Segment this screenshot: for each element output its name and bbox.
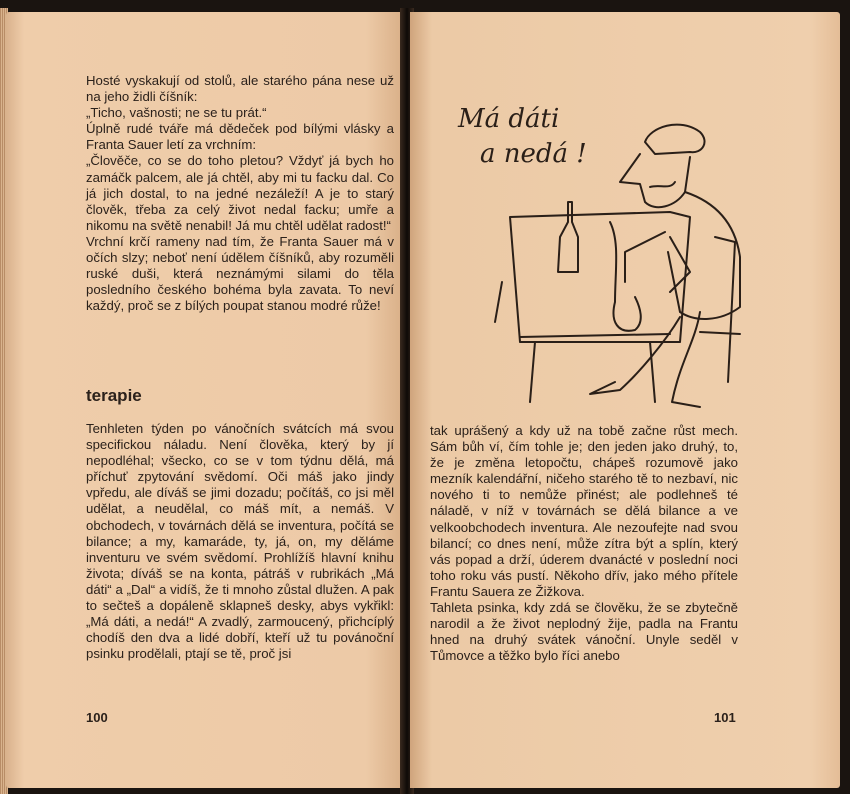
table-leg (530, 342, 535, 402)
bottle (558, 202, 578, 272)
table-leg (650, 342, 655, 402)
illustration-caption: a nedá ! (480, 139, 587, 169)
paragraph: Úplně rudé tváře má dědeček pod bílými vlásky a Franta Sauer letí za vrchním: (86, 121, 394, 153)
paragraph: Hosté vyskakují od stolů, ale starého pána nese už na jeho židli číšník: (86, 73, 394, 105)
paragraph: Vrchní krčí rameny nad tím, že Franta Sauer má v očích slzy; neboť není údělem číšníků, aby rozuměli ruské duši, která neznámými silami do těla posledního českého bohéma byla zavata. To neví každý, proč se z bílých poupat stanou modré růže! (86, 233, 394, 314)
table-leg (495, 282, 502, 322)
paragraph: Tahleta psinka, kdy zdá se člověku, že se zbytečně narodil a že život neplodný žije, padla na Frantu hned na druhý svátek vánoční. Unyle seděl v Tůmovce a těžko bylo říci anebo (430, 600, 738, 664)
paragraph: Tenhleten týden po vánočních svátcích má svou specifickou náladu. Není člověka, který by jí nepodléhal; všecko, co se v tom týdnu dělá, má příchuť zpytování svědomí. Oči máš jako jindy vpředu, ale díváš se jimi dozadu; počítáš, co jsi měl udělat, a neudělal, co máš mít, a nemáš. V obchodech, v továrnách dělá se inventura, počítá se bilance; a my, kamaráde, ty, já, on, my děláme inventuru ve svém svědomí. Prohlížíš hlavní knihu života; díváš se na konta, pátráš v rubrikách „Má dáti“ a „Dal“ a vidíš, že ti mnoho zůstal dlužen. A pak to sečteš a dopáleně sklapneš desky, abys vykřikl: „Má dáti, a nedá!“ A zvadlý, zarmoucený, přichcíplý chodíš den dva a lidé dobří, kteří už tu povánoční psinku prodělali, ptají se tě, proč jsi (86, 421, 394, 662)
paragraph: „Ticho, vašnosti; ne se tu prát.“ (86, 105, 267, 121)
sketch-illustration (440, 72, 760, 412)
page-number: 100 (86, 710, 108, 725)
open-book (0, 8, 850, 794)
right-text-block (430, 423, 738, 664)
right-page (410, 12, 840, 788)
paragraph: „Člověče, co se do toho pletou? Vždyť já bych ho zamáčk palcem, ale já chtěl, aby mi tu facku dal. Co já jich dostal, to na jedné nezáleží! A je to starý člověk, třeba za celý život nedal facku; umře a nikomu na světě nenabil! Já mu chtěl udělat radost!“ (86, 153, 394, 233)
page-number: 101 (714, 710, 736, 725)
paragraph: tak uprášený a kdy už na tobě začne růst mech. Sám bůh ví, čím tohle je; den jeden jako druhý, to, že je změna letopočtu, chápeš rozumově jako mezník kalendářní, ničeho starého tě to nezbaví, nic nového ti to nemůže přinést; ale podlehneš té náladě, v níž v továrnách se dělá bilance a ve velkoobchodech inventura. Ale nezoufejte nad svou bilancí; co dnes není, může zítra být a splín, který vás popad a drží, úderem dvanácté v poslední noci toho roku vás pustí. Někoho dřív, jako mého přítele Frantu Sauera ze Žižkova. (430, 423, 738, 599)
left-text-block-2 (86, 421, 394, 662)
section-heading: terapie (86, 386, 142, 405)
left-text-block (86, 73, 394, 314)
table-top (510, 212, 690, 342)
left-page (6, 12, 405, 788)
illustration-caption: Má dáti (458, 104, 560, 134)
hat (645, 125, 705, 154)
